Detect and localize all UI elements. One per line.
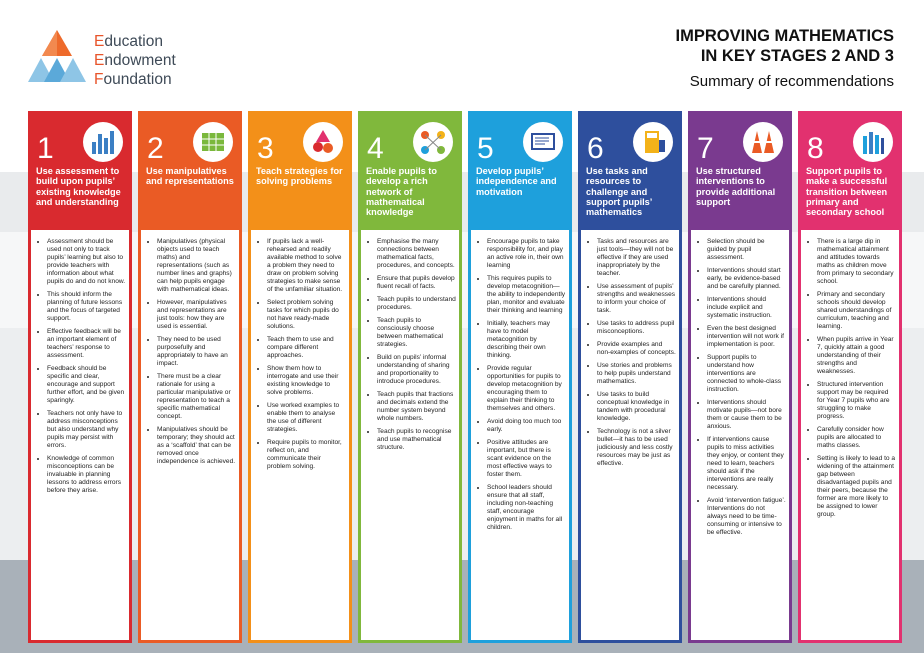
bullet-item: • Manipulatives should be temporary; they should act as a ‘scaffold’ that can be removed once independence is achieved.	[157, 426, 236, 466]
recommendation-column-1	[28, 111, 132, 643]
bullet-item: • Use assessment of pupils’ strengths and weaknesses to inform your choice of task.	[597, 283, 676, 315]
bullet-list	[31, 238, 129, 495]
bullet-item: • If pupils lack a well-rehearsed and readily available method to solve a problem they need to draw on problem solving strategies to make sense of the unfamiliar situation.	[267, 238, 346, 294]
eef-logo-icon	[28, 30, 86, 88]
column-header	[361, 114, 459, 230]
recommendation-column-5	[468, 111, 572, 643]
column-header	[801, 114, 899, 230]
bullet-item: • Even the best designed intervention will not work if implementation is poor.	[707, 325, 786, 349]
bullet-list	[691, 238, 789, 537]
bullet-item: • Knowledge of common misconceptions can be invaluable in planning lessons to address errors before they arise.	[47, 455, 126, 495]
recommendation-column-3	[248, 111, 352, 643]
network-icon	[413, 122, 453, 162]
bullet-item: • Interventions should start early, be evidence-based and be carefully planned.	[707, 267, 786, 291]
bullet-item: • Show them how to interrogate and use their existing knowledge to solve problems.	[267, 365, 346, 397]
logo-text	[94, 32, 176, 89]
bullet-item: • Positive attitudes are important, but there is scant evidence on the most effective ways to foster them.	[487, 439, 566, 479]
recommendation-title: Support pupils to make a successful transition between primary and secondary school	[806, 166, 888, 218]
bullet-item: • Effective feedback will be an important element of teachers’ response to assessment.	[47, 328, 126, 360]
recommendation-number: 2	[147, 132, 164, 165]
bullet-item: • This requires pupils to develop metacognition—the ability to independently plan, monitor and evaluate their thinking and learning	[487, 275, 566, 315]
bullet-item: • Structured intervention support may be required for Year 7 pupils who are struggling to make progress.	[817, 381, 896, 421]
recommendation-title: Use assessment to build upon pupils’ existing knowledge and understanding	[36, 166, 121, 207]
page-title-line-1: IMPROVING MATHEMATICS	[675, 27, 894, 45]
bullet-item: • There must be a clear rationale for using a particular manipulative or representation to teach a specific mathematical concept.	[157, 373, 236, 421]
page-title-block	[676, 26, 894, 92]
recommendation-column-4	[358, 111, 462, 643]
column-header	[581, 114, 679, 230]
bullet-item: • Use worked examples to enable them to analyse the use of different strategies.	[267, 402, 346, 434]
column-header	[471, 114, 569, 230]
bullet-item: • Primary and secondary schools should develop shared understandings of curriculum, teaching and learning.	[817, 291, 896, 331]
column-header	[251, 114, 349, 230]
recommendation-title: Enable pupils to develop a rich network of mathematical knowledge	[366, 166, 437, 218]
bullet-item: • Carefully consider how pupils are allocated to maths classes.	[817, 426, 896, 450]
bullet-list	[471, 238, 569, 532]
logo-line-3: Foundation	[94, 71, 172, 88]
cones-icon	[743, 122, 783, 162]
bullet-item: • Interventions should motivate pupils—not bore them or cause them to be anxious.	[707, 399, 786, 431]
bullet-item: • Initially, teachers may have to model metacognition by describing their own thinking.	[487, 320, 566, 360]
bullet-item: • They need to be used purposefully and appropriately to have an impact.	[157, 336, 236, 368]
bullet-list	[581, 238, 679, 468]
recommendation-number: 6	[587, 132, 604, 165]
bullet-item: • This should inform the planning of future lessons and the focus of targeted support.	[47, 291, 126, 323]
bullet-item: • Feedback should be specific and clear, encourage and support further effort, and be given sparingly.	[47, 365, 126, 405]
bullet-item: • When pupils arrive in Year 7, quickly attain a good understanding of their strengths and weaknesses.	[817, 336, 896, 376]
bullet-item: • If interventions cause pupils to miss activities they enjoy, or content they need to learn, teachers should ask if the interventions are really necessary.	[707, 436, 786, 492]
bullet-item: • Ensure that pupils develop fluent recall of facts.	[377, 275, 456, 291]
bullet-item: • Technology is not a silver bullet—it has to be used judiciously and less costly resources may be just as effective.	[597, 428, 676, 468]
bullet-item: • Teach pupils to consciously choose between mathematical strategies.	[377, 317, 456, 349]
bullet-item: • Use tasks to address pupil misconceptions.	[597, 320, 676, 336]
bullet-item: • Teachers not only have to address misconceptions but also understand why pupils may persist with errors.	[47, 410, 126, 450]
bullet-item: • Tasks and resources are just tools—they will not be effective if they are used inappropriately by the teacher.	[597, 238, 676, 278]
page-subtitle: Summary of recommendations	[689, 73, 894, 90]
recommendation-column-6	[578, 111, 682, 643]
recommendation-number: 8	[807, 132, 824, 165]
bullet-item: • Teach pupils that fractions and decimals extend the number system beyond whole numbers.	[377, 391, 456, 423]
bullet-item: • Provide regular opportunities for pupils to develop metacognition by encouraging them to explain their thinking to themselves and others.	[487, 365, 566, 413]
recommendation-title: Use manipulatives and representations	[146, 166, 234, 187]
recommendation-title: Teach strategies for solving problems	[256, 166, 343, 187]
recommendation-column-8	[798, 111, 902, 643]
bullet-item: • Interventions should include explicit and systematic instruction.	[707, 296, 786, 320]
column-header	[691, 114, 789, 230]
bullet-item: • Teach them to use and compare different approaches.	[267, 336, 346, 360]
bullet-list	[361, 238, 459, 452]
screen-icon	[523, 122, 563, 162]
bullet-item: • Build on pupils’ informal understanding of sharing and proportionality to introduce procedures.	[377, 354, 456, 386]
bullet-item: • School leaders should ensure that all staff, including non-teaching staff, encourage enjoyment in maths for all children.	[487, 484, 566, 532]
bullet-item: • Support pupils to understand how interventions are connected to whole-class instruction.	[707, 354, 786, 394]
page-title-line-2: IN KEY STAGES 2 AND 3	[700, 47, 894, 65]
bullet-item: • Provide examples and non-examples of concepts.	[597, 341, 676, 357]
bullet-list	[141, 238, 239, 466]
bullet-item: • Setting is likely to lead to a widening of the attainment gap between disadvantaged pupils and their peers, because the former are more likely to be assigned to lower group.	[817, 455, 896, 519]
bullet-item: • Encourage pupils to take responsibility for, and play an active role in, their own learning	[487, 238, 566, 270]
recommendation-number: 3	[257, 132, 274, 165]
logo-line-2: Endowment	[94, 52, 176, 69]
recommendation-title: Use structured interventions to provide additional support	[696, 166, 776, 207]
bullet-item: • However, manipulatives and representations are just tools: how they are used is essential.	[157, 299, 236, 331]
recommendation-title: Develop pupils’ independence and motivation	[476, 166, 557, 197]
recommendation-number: 4	[367, 132, 384, 165]
bullet-item: • Select problem solving tasks for which pupils do not have ready-made solutions.	[267, 299, 346, 331]
bullet-item: • Assessment should be used not only to track pupils’ learning but also to provide teachers with information about what pupils do and do not know.	[47, 238, 126, 286]
logo-line-1: Education	[94, 33, 163, 50]
calculator-icon	[633, 122, 673, 162]
bullet-item: • Use stories and problems to help pupils understand mathematics.	[597, 362, 676, 386]
bullet-item: • Require pupils to monitor, reflect on, and communicate their problem solving.	[267, 439, 346, 471]
eef-logo	[28, 30, 288, 90]
bullet-item: • Avoid ‘intervention fatigue’. Interventions do not always need to be time-consuming or intensive to be effective.	[707, 497, 786, 537]
bar-chart-icon	[83, 122, 123, 162]
recommendation-number: 1	[37, 132, 54, 165]
recommendation-number: 5	[477, 132, 494, 165]
bullet-item: • There is a large dip in mathematical attainment and attitudes towards maths as children move from primary to secondary school.	[817, 238, 896, 286]
bullet-item: • Teach pupils to understand procedures.	[377, 296, 456, 312]
shapes-icon	[303, 122, 343, 162]
bullet-item: • Manipulatives (physical objects used to teach maths) and representations (such as number lines and graphs) can help pupils engage with mathematical ideas.	[157, 238, 236, 294]
column-header	[31, 114, 129, 230]
recommendation-number: 7	[697, 132, 714, 165]
recommendation-column-2	[138, 111, 242, 643]
bullet-list	[801, 238, 899, 519]
people-icon	[853, 122, 893, 162]
bullet-item: • Teach pupils to recognise and use mathematical structure.	[377, 428, 456, 452]
bullet-item: • Avoid doing too much too early.	[487, 418, 566, 434]
bullet-item: • Use tasks to build conceptual knowledge in tandem with procedural knowledge.	[597, 391, 676, 423]
recommendation-column-7	[688, 111, 792, 643]
grid-blocks-icon	[193, 122, 233, 162]
bullet-item: • Selection should be guided by pupil assessment.	[707, 238, 786, 262]
recommendation-title: Use tasks and resources to challenge and support pupils’ mathematics	[586, 166, 652, 218]
bullet-list	[251, 238, 349, 471]
column-header	[141, 114, 239, 230]
bullet-item: • Emphasise the many connections between mathematical facts, procedures, and concepts.	[377, 238, 456, 270]
